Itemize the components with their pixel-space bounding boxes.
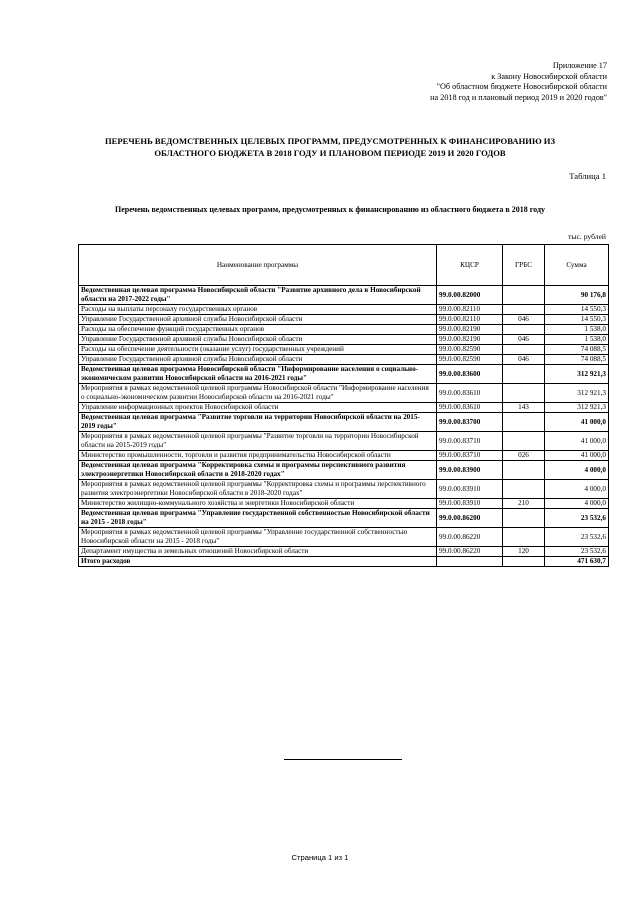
title-line: ОБЛАСТНОГО БЮДЖЕТА В 2018 ГОДУ И ПЛАНОВОМ ПЕРИОДЕ 2019 И 2020 ГОДОВ bbox=[154, 147, 506, 158]
cell-kcsr: 99.0.00.82190 bbox=[437, 325, 503, 335]
table-row bbox=[79, 403, 609, 413]
cell-name: Министерство промышленности, торговли и развития предпринимательства Новосибирской области bbox=[79, 451, 437, 461]
cell-sum: 4 000,0 bbox=[545, 480, 609, 499]
appendix-line: на 2018 год и плановый период 2019 и 2020 годов" bbox=[430, 92, 607, 102]
cell-grbs bbox=[503, 461, 545, 480]
cell-kcsr: 99.0.00.83900 bbox=[437, 461, 503, 480]
cell-grbs bbox=[503, 509, 545, 528]
cell-name: Мероприятия в рамках ведомственной целевой программы "Развитие торговли на территории Новосибирской области на 2015-2019 годы" bbox=[79, 432, 437, 451]
cell-sum: 23 532,6 bbox=[545, 528, 609, 547]
cell-grbs bbox=[503, 384, 545, 403]
cell-grbs: 120 bbox=[503, 547, 545, 557]
table-row bbox=[79, 345, 609, 355]
page-footer: Страница 1 из 1 bbox=[291, 853, 349, 862]
cell-sum: 41 000,0 bbox=[545, 451, 609, 461]
cell-grbs bbox=[503, 557, 545, 567]
title-line: ПЕРЕЧЕНЬ ВЕДОМСТВЕННЫХ ЦЕЛЕВЫХ ПРОГРАММ, ПРЕДУСМОТРЕННЫХ К ФИНАНСИРОВАНИЮ ИЗ bbox=[104, 136, 556, 146]
program-total-row bbox=[79, 286, 609, 305]
cell-grbs bbox=[503, 528, 545, 547]
header-kcsr: КЦСР bbox=[437, 245, 503, 286]
program-total-row bbox=[79, 461, 609, 480]
cell-sum: 4 000,0 bbox=[545, 461, 609, 480]
cell-kcsr: 99.0.00.86220 bbox=[437, 528, 503, 547]
cell-name: Мероприятия в рамках ведомственной целевой программы "Корректировка схемы и программы перспективного развития электроэнергетики Новосибирской области в 2018-2020 годах" bbox=[79, 480, 437, 499]
cell-kcsr: 99.0.00.82110 bbox=[437, 305, 503, 315]
cell-name: Управление Государственной архивной службы Новосибирской области bbox=[79, 335, 437, 345]
cell-grbs: 046 bbox=[503, 315, 545, 325]
cell-kcsr: 99.0.00.83910 bbox=[437, 480, 503, 499]
cell-grbs bbox=[503, 286, 545, 305]
programs-table bbox=[78, 244, 609, 567]
cell-kcsr: 99.0.00.83610 bbox=[437, 403, 503, 413]
cell-sum: 312 921,3 bbox=[545, 384, 609, 403]
cell-kcsr bbox=[437, 557, 503, 567]
cell-name: Управление информационных проектов Новосибирской области bbox=[79, 403, 437, 413]
cell-name: Ведомственная целевая программа Новосибирской области "Развитие архивного дела в Новосибирской области на 2017-2022 годы" bbox=[79, 286, 437, 305]
table-body bbox=[79, 286, 609, 567]
table-number: Таблица 1 bbox=[569, 171, 606, 181]
cell-sum: 23 532,6 bbox=[545, 547, 609, 557]
cell-grbs bbox=[503, 432, 545, 451]
cell-name: Ведомственная целевая программа "Управление государственной собственностью Новосибирской области на 2015 - 2018 годы" bbox=[79, 509, 437, 528]
cell-grbs: 210 bbox=[503, 499, 545, 509]
header-sum: Сумма bbox=[545, 245, 609, 286]
cell-grbs: 026 bbox=[503, 451, 545, 461]
table-row bbox=[79, 480, 609, 499]
cell-name: Ведомственная целевая программа Новосибирской области "Информирование населения о социально-экономическом развитии Новосибирской области на 2016-2021 годы" bbox=[79, 365, 437, 384]
cell-kcsr: 99.0.00.83600 bbox=[437, 365, 503, 384]
cell-kcsr: 99.0.00.83710 bbox=[437, 451, 503, 461]
cell-name: Ведомственная целевая программа "Корректировка схемы и программы перспективного развития электроэнергетики Новосибирской области в 2018-2020 годах" bbox=[79, 461, 437, 480]
cell-sum: 4 000,0 bbox=[545, 499, 609, 509]
cell-grbs bbox=[503, 480, 545, 499]
cell-grbs bbox=[503, 365, 545, 384]
appendix-line: к Закону Новосибирской области bbox=[491, 71, 607, 81]
table-header-row bbox=[79, 245, 609, 286]
units-label: тыс. рублей bbox=[568, 232, 606, 241]
program-total-row bbox=[79, 413, 609, 432]
cell-grbs bbox=[503, 325, 545, 335]
cell-kcsr: 99.0.00.83710 bbox=[437, 432, 503, 451]
appendix-line: Приложение 17 bbox=[552, 61, 607, 70]
table-row bbox=[79, 528, 609, 547]
table-row bbox=[79, 305, 609, 315]
program-total-row bbox=[79, 557, 609, 567]
cell-sum: 1 538,0 bbox=[545, 325, 609, 335]
appendix-line: "Об областном бюджете Новосибирской области bbox=[436, 82, 607, 92]
appendix-header bbox=[307, 61, 607, 103]
cell-name: Министерство жилищно-коммунального хозяйства и энергетики Новосибирской области bbox=[79, 499, 437, 509]
cell-grbs: 143 bbox=[503, 403, 545, 413]
cell-sum: 41 000,0 bbox=[545, 432, 609, 451]
cell-sum: 41 000,0 bbox=[545, 413, 609, 432]
table-row bbox=[79, 355, 609, 365]
cell-kcsr: 99.0.00.82000 bbox=[437, 286, 503, 305]
cell-sum: 90 176,8 bbox=[545, 286, 609, 305]
table-row bbox=[79, 451, 609, 461]
cell-name: Управление Государственной архивной службы Новосибирской области bbox=[79, 355, 437, 365]
table-subtitle: Перечень ведомственных целевых программ, предусмотренных к финансированию из областного бюджета в 2018 году bbox=[114, 205, 545, 214]
cell-grbs: 046 bbox=[503, 335, 545, 345]
cell-grbs bbox=[503, 305, 545, 315]
cell-kcsr: 99.0.00.86220 bbox=[437, 547, 503, 557]
program-total-row bbox=[79, 365, 609, 384]
table-row bbox=[79, 547, 609, 557]
cell-name: Расходы на выплаты персоналу государственных органов bbox=[79, 305, 437, 315]
cell-kcsr: 99.0.00.82590 bbox=[437, 345, 503, 355]
cell-kcsr: 99.0.00.82590 bbox=[437, 355, 503, 365]
cell-name: Ведомственная целевая программа "Развитие торговли на территории Новосибирской области на 2015-2019 годы" bbox=[79, 413, 437, 432]
document-title bbox=[60, 136, 600, 159]
cell-sum: 471 630,7 bbox=[545, 557, 609, 567]
table-row bbox=[79, 432, 609, 451]
header-grbs: ГРБС bbox=[503, 245, 545, 286]
cell-name: Управление Государственной архивной службы Новосибирской области bbox=[79, 315, 437, 325]
cell-kcsr: 99.0.00.82110 bbox=[437, 315, 503, 325]
program-total-row bbox=[79, 509, 609, 528]
table-row bbox=[79, 499, 609, 509]
cell-name: Расходы на обеспечение функций государственных органов bbox=[79, 325, 437, 335]
header-name: Наименование программы bbox=[79, 245, 437, 286]
table-row bbox=[79, 315, 609, 325]
cell-sum: 1 538,0 bbox=[545, 335, 609, 345]
table-row bbox=[79, 335, 609, 345]
cell-name: Мероприятия в рамках ведомственной целевой программы Новосибирской области "Информирование населения о социально-экономическом развитии Новосибирской области на 2016-2021 годы" bbox=[79, 384, 437, 403]
cell-grbs: 046 bbox=[503, 355, 545, 365]
cell-kcsr: 99.0.00.83610 bbox=[437, 384, 503, 403]
cell-sum: 74 088,5 bbox=[545, 345, 609, 355]
cell-sum: 74 088,5 bbox=[545, 355, 609, 365]
cell-name: Департамент имущества и земельных отношений Новосибирской области bbox=[79, 547, 437, 557]
cell-sum: 312 921,3 bbox=[545, 403, 609, 413]
cell-kcsr: 99.0.00.83910 bbox=[437, 499, 503, 509]
cell-grbs bbox=[503, 345, 545, 355]
cell-kcsr: 99.0.00.83700 bbox=[437, 413, 503, 432]
cell-grbs bbox=[503, 413, 545, 432]
cell-kcsr: 99.0.00.86200 bbox=[437, 509, 503, 528]
cell-name: Расходы на обеспечение деятельности (оказание услуг) государственных учреждений bbox=[79, 345, 437, 355]
cell-sum: 14 550,3 bbox=[545, 315, 609, 325]
signature-divider bbox=[284, 759, 402, 760]
cell-sum: 14 550,3 bbox=[545, 305, 609, 315]
cell-name: Мероприятия в рамках ведомственной целевой программы "Управление государственной собственностью Новосибирской области на 2015 - 2018 годы" bbox=[79, 528, 437, 547]
table-row bbox=[79, 325, 609, 335]
cell-sum: 312 921,3 bbox=[545, 365, 609, 384]
cell-kcsr: 99.0.00.82190 bbox=[437, 335, 503, 345]
cell-name: Итого расходов bbox=[79, 557, 437, 567]
cell-sum: 23 532,6 bbox=[545, 509, 609, 528]
table-row bbox=[79, 384, 609, 403]
